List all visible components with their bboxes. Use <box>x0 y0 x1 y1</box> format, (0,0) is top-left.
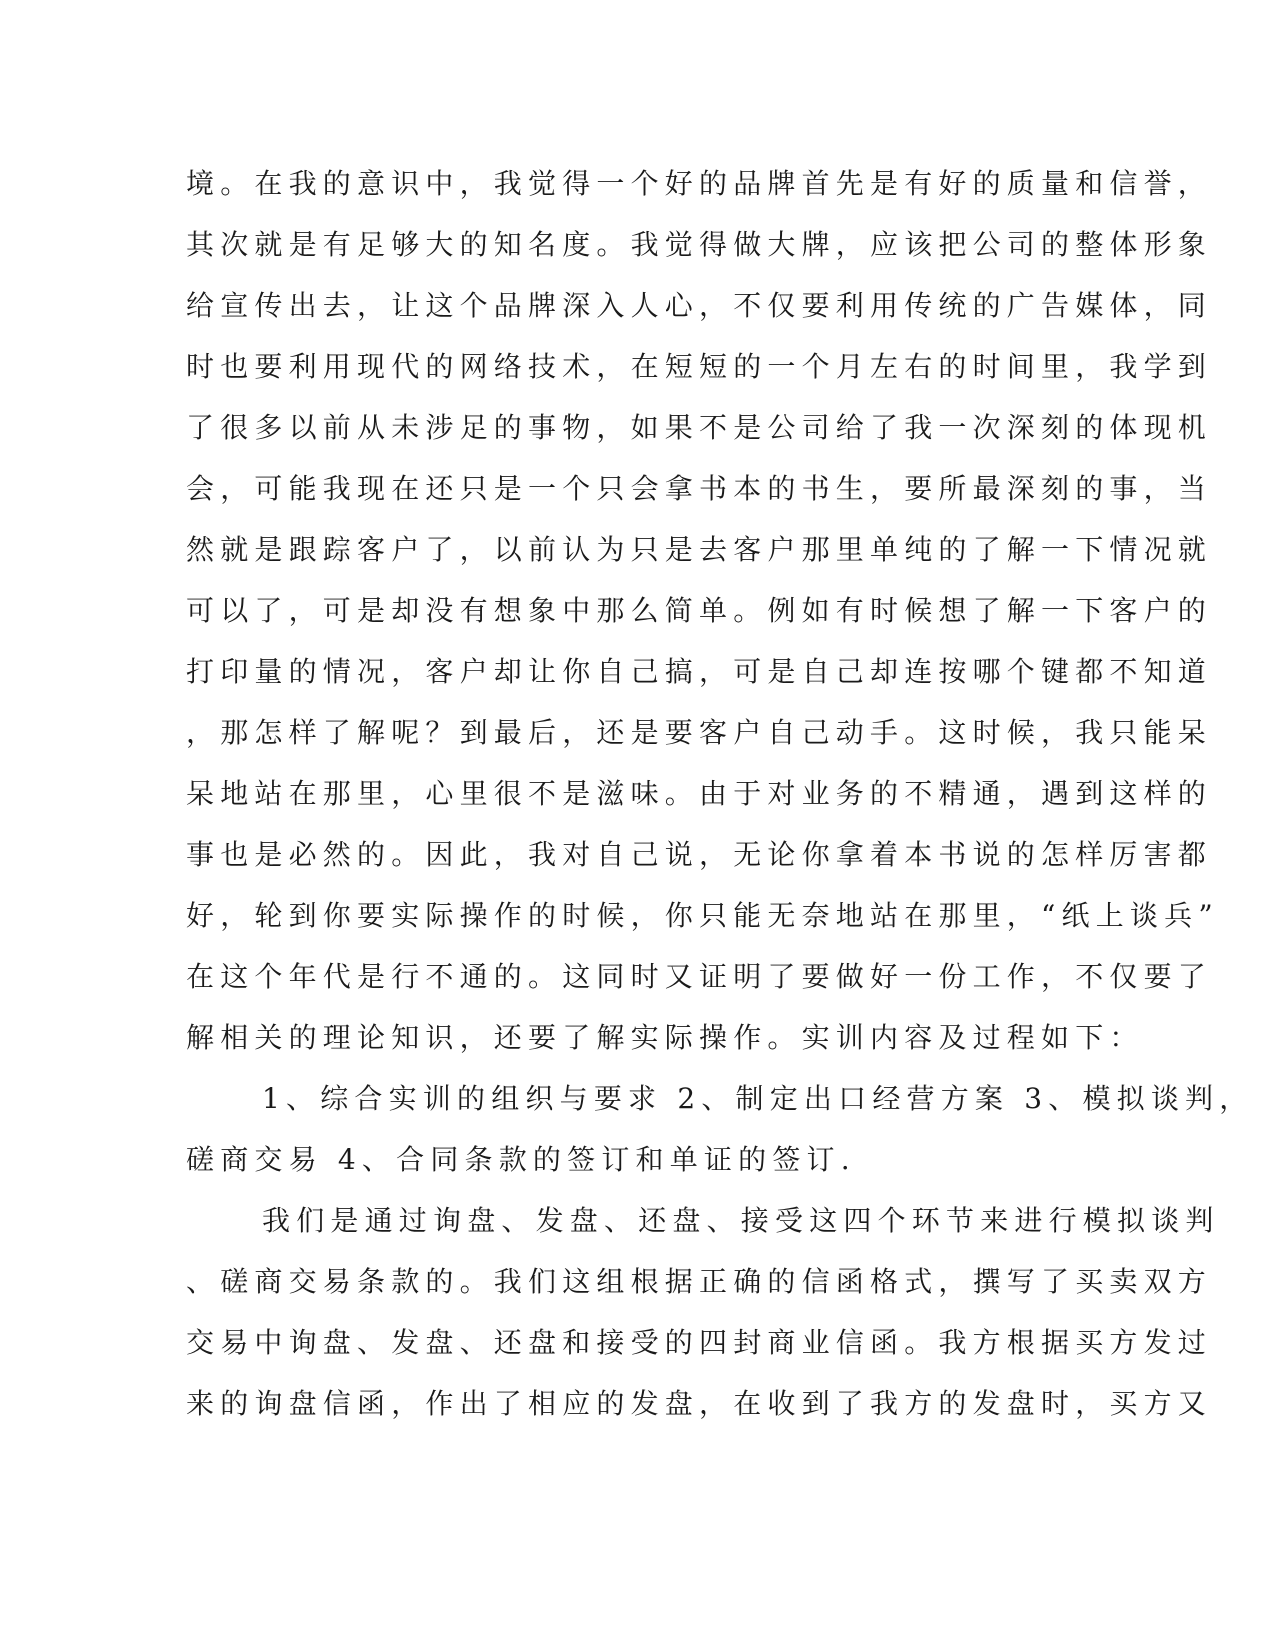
text-line: 了很多以前从未涉足的事物，如果不是公司给了我一次深刻的体现机 <box>186 411 1213 444</box>
text-line: 、磋商交易条款的。我们这组根据正确的信函格式，撰写了买卖双方 <box>186 1265 1213 1298</box>
text-line: 交易中询盘、发盘、还盘和接受的四封商业信函。我方根据买方发过 <box>186 1326 1213 1359</box>
text-line: 呆地站在那里，心里很不是滋味。由于对业务的不精通，遇到这样的 <box>186 777 1213 810</box>
text-line: 好，轮到你要实际操作的时候，你只能无奈地站在那里，“纸上谈兵” <box>186 899 1219 932</box>
body-text <box>186 164 1254 1445</box>
text-line: 时也要利用现代的网络技术，在短短的一个月左右的时间里，我学到 <box>186 350 1213 383</box>
text-line: 打印量的情况，客户却让你自己搞，可是自己却连按哪个键都不知道 <box>186 655 1213 688</box>
text-line: 在这个年代是行不通的。这同时又证明了要做好一份工作，不仅要了 <box>186 960 1213 993</box>
text-line: 境。在我的意识中，我觉得一个好的品牌首先是有好的质量和信誉， <box>186 167 1213 200</box>
text-line: 其次就是有足够大的知名度。我觉得做大牌，应该把公司的整体形象 <box>186 228 1213 261</box>
text-line: 可以了，可是却没有想象中那么简单。例如有时候想了解一下客户的 <box>186 594 1213 627</box>
text-line: 来的询盘信函，作出了相应的发盘，在收到了我方的发盘时，买方又 <box>186 1387 1213 1420</box>
paragraph-first-line: 我们是通过询盘、发盘、还盘、接受这四个环节来进行模拟谈判 <box>262 1204 1220 1237</box>
text-line: 给宣传出去，让这个品牌深入人心，不仅要利用传统的广告媒体，同 <box>186 289 1213 322</box>
text-line: 然就是跟踪客户了，以前认为只是去客户那里单纯的了解一下情况就 <box>186 533 1213 566</box>
text-line: 会，可能我现在还只是一个只会拿书本的书生，要所最深刻的事，当 <box>186 472 1213 505</box>
text-line: 解相关的理论知识，还要了解实际操作。实训内容及过程如下： <box>186 1021 1144 1054</box>
text-line: ，那怎样了解呢？到最后，还是要客户自己动手。这时候，我只能呆 <box>186 716 1213 749</box>
text-line: 事也是必然的。因此，我对自己说，无论你拿着本书说的怎样厉害都 <box>186 838 1213 871</box>
text-line: 磋商交易 4、合同条款的签订和单证的签订. <box>186 1143 856 1176</box>
paragraph-first-line: 1、综合实训的组织与要求 2、制定出口经营方案 3、模拟谈判， <box>262 1082 1254 1115</box>
